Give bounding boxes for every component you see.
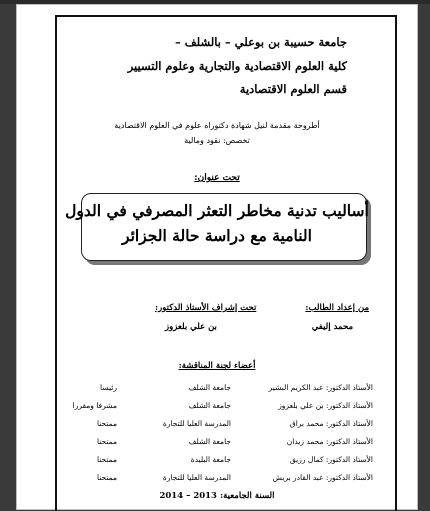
title-intro [17,173,417,183]
faculty-name: كلية العلوم الاقتصادية والتجارية وعلوم التسيير [127,59,347,73]
jury-member-institution: المدرسة العليا للتجارة [162,473,231,482]
jury-member-role: ممتحنا [96,455,117,464]
department-name: قسم العلوم الاقتصادية [239,82,347,96]
jury-member-name: الأستاذ الدكتور: عبد الكريم البشير [268,383,373,392]
supervisor-label: تحت إشراف الأستاذ الدكتور: [155,303,257,313]
document-page [16,4,418,510]
jury-row [17,401,417,413]
student-name: محمد إليفي [311,322,353,332]
thesis-title-line-1: أساليب تدنية مخاطر التعثر المصرفي في الدول [65,201,369,220]
jury-member-name: الأستاذ الدكتور: محمد زيدان [286,437,373,446]
jury-member-role: ممتحنا [96,473,117,482]
title-intro-text: تحت عنوان: [194,173,240,183]
university-name: جامعة حسيبة بن بوعلي – بالشلف – [174,35,347,49]
jury-row [17,437,417,449]
jury-member-institution: جامعة الشلف [188,383,231,392]
thesis-type: أطروحة مقدمة لنيل شهادة دكتوراه علوم في العلوم الاقتصادية [114,121,320,130]
jury-row [17,419,417,431]
thesis-specialization: تخصص: نقود ومالية [184,136,250,145]
jury-member-role: رئيسا [100,383,117,392]
jury-heading [17,361,417,371]
jury-member-institution: جامعة الشلف [188,401,231,410]
jury-member-role: ممتحنا [96,437,117,446]
jury-member-role: مشرفا ومقررا [72,401,117,410]
thesis-title-line-2: النامية مع دراسة حالة الجزائر [122,226,312,245]
academic-year: السنة الجامعية: 2013 – 2014 [159,491,275,501]
jury-heading-text: أعضاء لجنة المناقشة: [178,361,256,371]
jury-row [17,383,417,395]
jury-member-name: الأستاذ الدكتور: بن علي بلعزوز [278,401,373,410]
supervisor-name: بن علي بلعزوز [165,322,217,332]
jury-member-name: الأستاذ الدكتور: كمال رزيق [289,455,373,464]
jury-row [17,473,417,485]
jury-member-name: الأستاذ الدكتور: عبد القادر بريش [272,473,373,482]
jury-member-name: الأستاذ الدكتور: محمد براق [289,419,373,428]
jury-member-institution: جامعة الشلف [188,437,231,446]
student-label: من إعداد الطالب: [305,303,369,313]
jury-row [17,455,417,467]
jury-member-institution: جامعة البليدة [190,455,231,464]
jury-member-role: ممتحنا [96,419,117,428]
jury-member-institution: المدرسة العليا للتجارة [162,419,231,428]
